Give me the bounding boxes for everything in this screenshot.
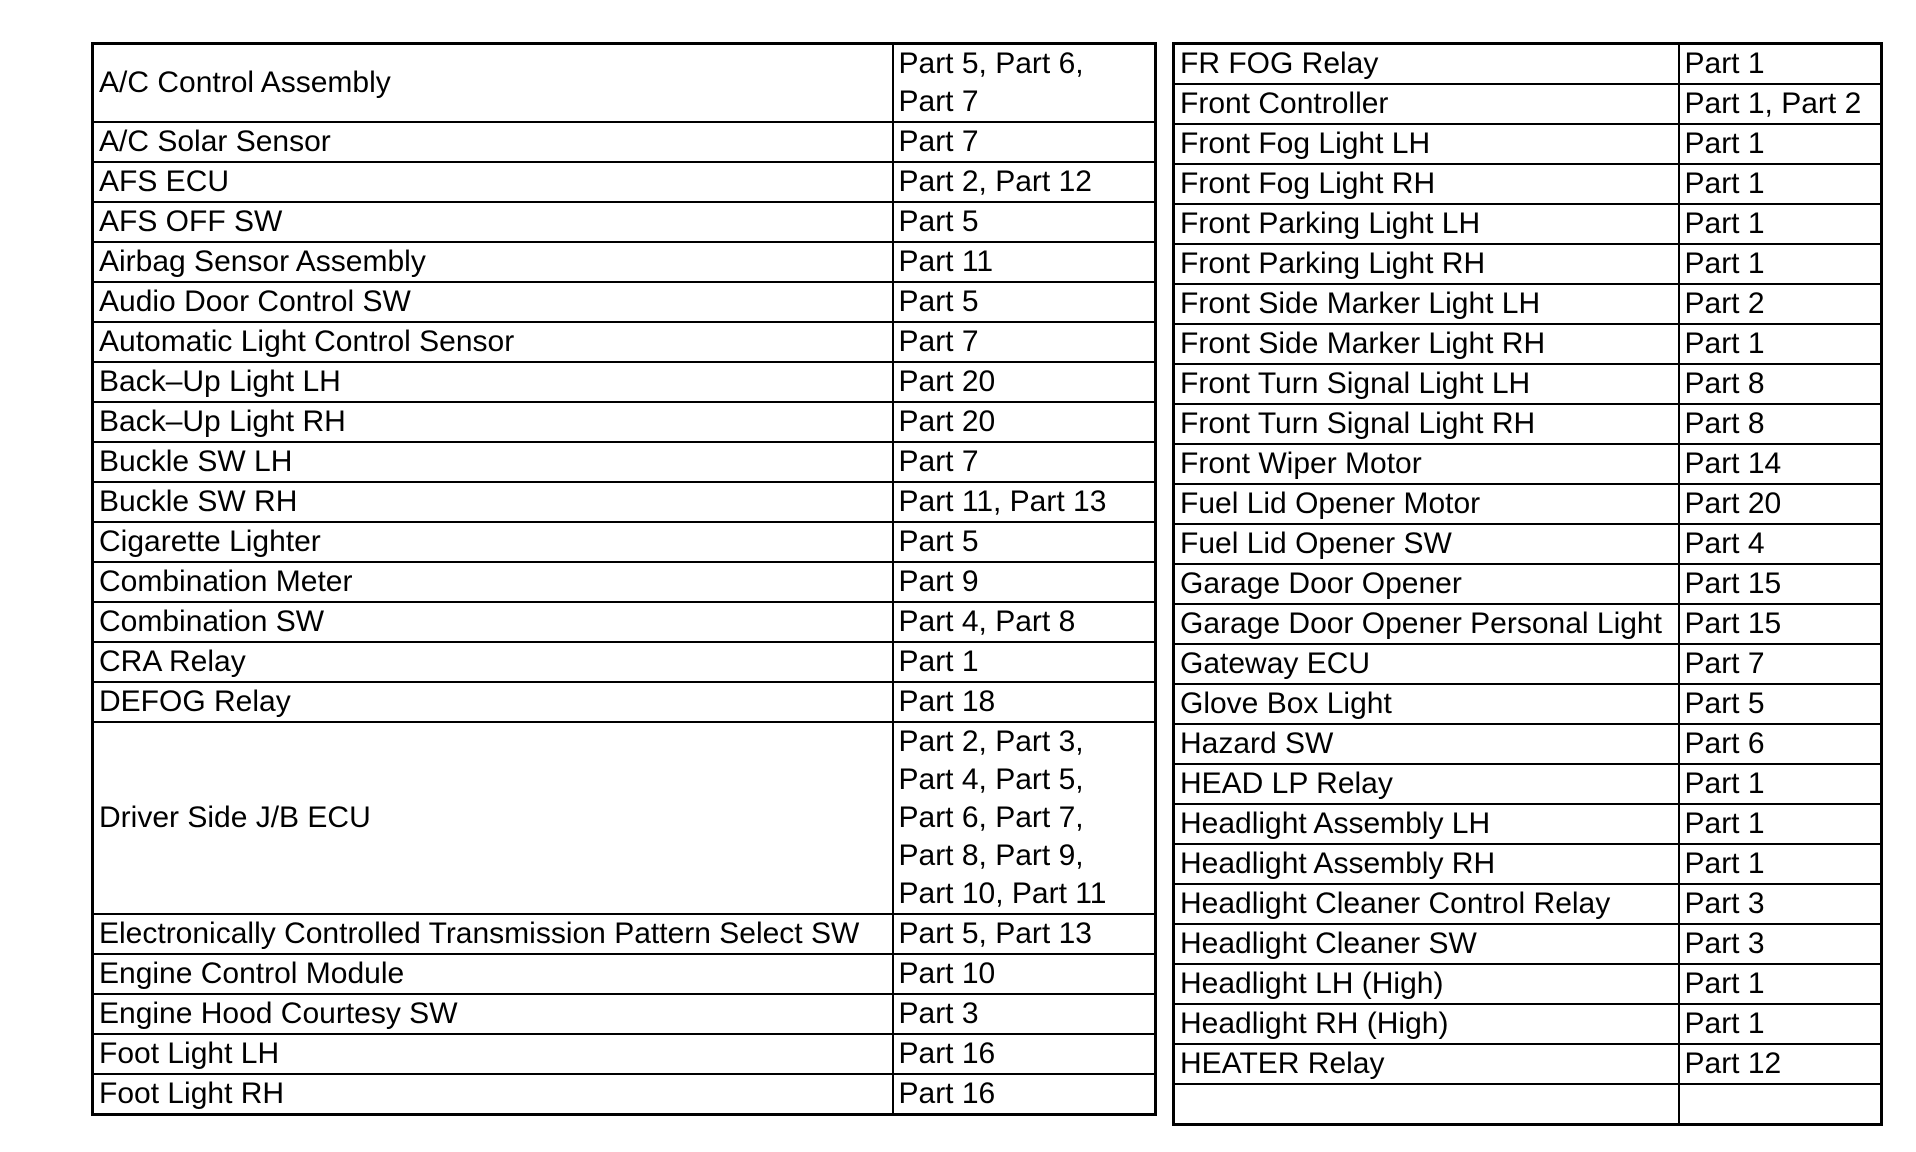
component-name-cell: DEFOG Relay — [93, 682, 893, 722]
parts-cell — [1679, 884, 1882, 924]
component-name-cell: Automatic Light Control Sensor — [93, 322, 893, 362]
part-reference: Part 2, Part 12 — [898, 165, 1092, 198]
part-reference: Part 5 — [898, 525, 979, 558]
part-reference: Part 12 — [1684, 1047, 1782, 1080]
part-reference: Part 4, Part 8 — [898, 605, 1076, 638]
component-name-cell: Engine Hood Courtesy SW — [93, 994, 893, 1034]
table-row — [93, 442, 1156, 482]
component-name-cell: FR FOG Relay — [1174, 44, 1679, 85]
part-reference: Part 14 — [1684, 447, 1782, 480]
component-name-cell: Foot Light LH — [93, 1034, 893, 1074]
part-reference: Part 1 — [1684, 767, 1765, 800]
component-name-cell: Driver Side J/B ECU — [93, 722, 893, 914]
part-reference: Part 7 — [898, 125, 979, 158]
table-row — [93, 562, 1156, 602]
part-reference: Part 4 — [1684, 527, 1765, 560]
component-name-cell: Combination SW — [93, 602, 893, 642]
parts-cell — [1679, 124, 1882, 164]
part-reference: Part 1 — [1684, 167, 1765, 200]
component-name-cell: Headlight Cleaner Control Relay — [1174, 884, 1679, 924]
part-reference: Part 7 — [898, 325, 979, 358]
table-row — [1174, 164, 1882, 204]
component-name-cell: Headlight Cleaner SW — [1174, 924, 1679, 964]
parts-cell — [893, 362, 1156, 402]
component-name-cell: Glove Box Light — [1174, 684, 1679, 724]
parts-cell — [1679, 564, 1882, 604]
table-row — [1174, 844, 1882, 884]
part-reference: Part 5 — [1684, 687, 1765, 720]
component-name-cell: Front Turn Signal Light LH — [1174, 364, 1679, 404]
parts-cell — [893, 402, 1156, 442]
part-reference: Part 7 — [1684, 647, 1765, 680]
table-row — [93, 1034, 1156, 1074]
component-name-cell: Cigarette Lighter — [93, 522, 893, 562]
table-row — [1174, 604, 1882, 644]
table-row — [1174, 964, 1882, 1004]
component-name-cell: Front Parking Light RH — [1174, 244, 1679, 284]
part-reference: Part 7 — [898, 85, 979, 118]
component-name-cell: Front Fog Light RH — [1174, 164, 1679, 204]
part-reference: Part 1 — [1684, 327, 1765, 360]
component-name-cell: Buckle SW RH — [93, 482, 893, 522]
parts-cell — [1679, 44, 1882, 85]
parts-cell — [893, 522, 1156, 562]
part-reference: Part 16 — [898, 1037, 996, 1070]
part-reference: Part 3 — [1684, 887, 1765, 920]
parts-cell — [893, 954, 1156, 994]
component-name-cell: Front Side Marker Light LH — [1174, 284, 1679, 324]
component-name-cell: Engine Control Module — [93, 954, 893, 994]
parts-cell — [1679, 844, 1882, 884]
part-reference: Part 5, Part 13 — [898, 917, 1092, 950]
component-name-cell: Headlight LH (High) — [1174, 964, 1679, 1004]
part-reference: Part 1 — [1684, 207, 1765, 240]
parts-cell — [1679, 484, 1882, 524]
component-name-cell: Buckle SW LH — [93, 442, 893, 482]
table-row — [1174, 1084, 1882, 1125]
part-reference: Part 1 — [1684, 247, 1765, 280]
component-name-cell: A/C Solar Sensor — [93, 122, 893, 162]
part-reference: Part 6 — [1684, 727, 1765, 760]
part-reference: Part 11 — [898, 245, 993, 278]
component-table-right — [1172, 42, 1883, 1126]
component-name-cell: AFS ECU — [93, 162, 893, 202]
table-row — [93, 122, 1156, 162]
part-reference: Part 1 — [1684, 847, 1765, 880]
part-reference: Part 10 — [898, 957, 996, 990]
table-row — [1174, 324, 1882, 364]
parts-cell — [893, 602, 1156, 642]
parts-cell — [893, 322, 1156, 362]
table-row — [93, 1074, 1156, 1115]
table-row — [93, 402, 1156, 442]
parts-cell — [893, 282, 1156, 322]
part-reference: Part 15 — [1684, 567, 1782, 600]
part-reference: Part 11, Part 13 — [898, 485, 1107, 518]
table-row — [93, 242, 1156, 282]
table-row — [93, 162, 1156, 202]
table-row — [93, 282, 1156, 322]
parts-cell — [893, 442, 1156, 482]
component-name-cell: Front Controller — [1174, 84, 1679, 124]
component-name-cell: Headlight RH (High) — [1174, 1004, 1679, 1044]
table-row — [1174, 804, 1882, 844]
component-table-left — [91, 42, 1157, 1116]
component-name-cell: Fuel Lid Opener SW — [1174, 524, 1679, 564]
component-name-cell: Front Side Marker Light RH — [1174, 324, 1679, 364]
table-row — [1174, 444, 1882, 484]
parts-cell — [893, 994, 1156, 1034]
part-reference: Part 2 — [1684, 287, 1765, 320]
table-row — [1174, 124, 1882, 164]
component-name-cell: Front Wiper Motor — [1174, 444, 1679, 484]
component-name-cell: Audio Door Control SW — [93, 282, 893, 322]
table-row — [1174, 1004, 1882, 1044]
parts-cell — [1679, 204, 1882, 244]
part-reference: Part 1, Part 2 — [1684, 87, 1862, 120]
table-row — [1174, 764, 1882, 804]
table-row — [1174, 44, 1882, 85]
part-reference: Part 9 — [898, 565, 979, 598]
part-reference: Part 8 — [1684, 407, 1765, 440]
table-row — [1174, 244, 1882, 284]
component-name-cell: Gateway ECU — [1174, 644, 1679, 684]
parts-cell — [893, 202, 1156, 242]
table-row — [93, 482, 1156, 522]
component-name-cell: Garage Door Opener — [1174, 564, 1679, 604]
table-row — [1174, 1044, 1882, 1084]
table-row — [93, 202, 1156, 242]
part-reference: Part 3 — [898, 997, 979, 1030]
part-reference: Part 1 — [1684, 807, 1765, 840]
component-name-cell: Back–Up Light RH — [93, 402, 893, 442]
table-row — [1174, 724, 1882, 764]
parts-cell — [1679, 644, 1882, 684]
parts-cell — [893, 242, 1156, 282]
parts-cell — [1679, 1044, 1882, 1084]
parts-cell — [1679, 764, 1882, 804]
table-row — [1174, 484, 1882, 524]
component-name-cell: Electronically Controlled Transmission Pattern Select SW — [93, 914, 893, 954]
component-name-cell: HEATER Relay — [1174, 1044, 1679, 1084]
table-row — [93, 682, 1156, 722]
table-row — [1174, 564, 1882, 604]
table-row — [93, 642, 1156, 682]
component-name-cell: Fuel Lid Opener Motor — [1174, 484, 1679, 524]
parts-cell — [1679, 804, 1882, 844]
parts-cell — [1679, 724, 1882, 764]
component-name-cell: Front Turn Signal Light RH — [1174, 404, 1679, 444]
part-reference: Part 1 — [898, 645, 979, 678]
parts-cell — [893, 44, 1156, 123]
table-row — [93, 522, 1156, 562]
component-name-cell: HEAD LP Relay — [1174, 764, 1679, 804]
component-name-cell: A/C Control Assembly — [93, 44, 893, 123]
part-reference: Part 4, Part 5, — [898, 763, 1084, 796]
table-row — [93, 602, 1156, 642]
component-name-cell: Headlight Assembly RH — [1174, 844, 1679, 884]
part-reference: Part 8 — [1684, 367, 1765, 400]
component-name-cell: CRA Relay — [93, 642, 893, 682]
table-row — [1174, 284, 1882, 324]
parts-cell — [893, 722, 1156, 914]
parts-cell — [1679, 244, 1882, 284]
component-name-cell: Front Parking Light LH — [1174, 204, 1679, 244]
table-row — [1174, 404, 1882, 444]
parts-cell — [1679, 404, 1882, 444]
table-row — [93, 722, 1156, 914]
table-row — [93, 914, 1156, 954]
table-row — [1174, 684, 1882, 724]
part-reference: Part 8, Part 9, — [898, 839, 1084, 872]
component-name-cell: Back–Up Light LH — [93, 362, 893, 402]
parts-cell — [893, 1074, 1156, 1115]
part-reference: Part 2, Part 3, — [898, 725, 1084, 758]
parts-cell — [893, 642, 1156, 682]
table-row — [93, 994, 1156, 1034]
table-row — [93, 362, 1156, 402]
component-name-cell: Hazard SW — [1174, 724, 1679, 764]
parts-cell — [1679, 964, 1882, 1004]
table-row — [93, 44, 1156, 123]
parts-cell — [1679, 284, 1882, 324]
part-reference: Part 5, Part 6, — [898, 47, 1084, 80]
parts-cell — [1679, 524, 1882, 564]
table-row — [93, 954, 1156, 994]
table-row — [1174, 644, 1882, 684]
parts-cell — [1679, 1004, 1882, 1044]
component-name-cell: Combination Meter — [93, 562, 893, 602]
parts-cell — [1679, 1084, 1882, 1125]
component-name-cell: Foot Light RH — [93, 1074, 893, 1115]
parts-cell — [1679, 444, 1882, 484]
parts-cell — [893, 914, 1156, 954]
parts-cell — [1679, 924, 1882, 964]
component-name-cell: Airbag Sensor Assembly — [93, 242, 893, 282]
part-reference: Part 1 — [1684, 127, 1765, 160]
table-row — [1174, 884, 1882, 924]
parts-cell — [893, 682, 1156, 722]
part-reference: Part 5 — [898, 285, 979, 318]
table-row — [93, 322, 1156, 362]
parts-cell — [893, 162, 1156, 202]
parts-cell — [1679, 604, 1882, 644]
part-reference: Part 10, Part 11 — [898, 877, 1107, 910]
parts-cell — [1679, 84, 1882, 124]
parts-cell — [1679, 324, 1882, 364]
table-row — [1174, 84, 1882, 124]
table-row — [1174, 204, 1882, 244]
part-reference: Part 7 — [898, 445, 979, 478]
component-name-cell — [1174, 1084, 1679, 1125]
parts-cell — [1679, 364, 1882, 404]
part-reference: Part 5 — [898, 205, 979, 238]
table-row — [1174, 924, 1882, 964]
part-reference: Part 18 — [898, 685, 996, 718]
part-reference: Part 16 — [898, 1077, 996, 1110]
part-reference: Part 20 — [1684, 487, 1782, 520]
parts-cell — [893, 482, 1156, 522]
part-reference: Part 15 — [1684, 607, 1782, 640]
parts-cell — [893, 122, 1156, 162]
part-reference: Part 1 — [1684, 47, 1765, 80]
part-reference — [1685, 1085, 1881, 1123]
part-reference: Part 1 — [1684, 1007, 1765, 1040]
part-reference: Part 20 — [898, 405, 996, 438]
table-row — [1174, 364, 1882, 404]
parts-cell — [1679, 684, 1882, 724]
component-name-cell: AFS OFF SW — [93, 202, 893, 242]
parts-cell — [893, 1034, 1156, 1074]
part-reference: Part 3 — [1684, 927, 1765, 960]
part-reference: Part 1 — [1684, 967, 1765, 1000]
parts-cell — [893, 562, 1156, 602]
component-name-cell: Garage Door Opener Personal Light — [1174, 604, 1679, 644]
table-row — [1174, 524, 1882, 564]
component-name-cell: Headlight Assembly LH — [1174, 804, 1679, 844]
part-reference: Part 20 — [898, 365, 996, 398]
part-reference: Part 6, Part 7, — [898, 801, 1084, 834]
component-name-cell: Front Fog Light LH — [1174, 124, 1679, 164]
parts-cell — [1679, 164, 1882, 204]
